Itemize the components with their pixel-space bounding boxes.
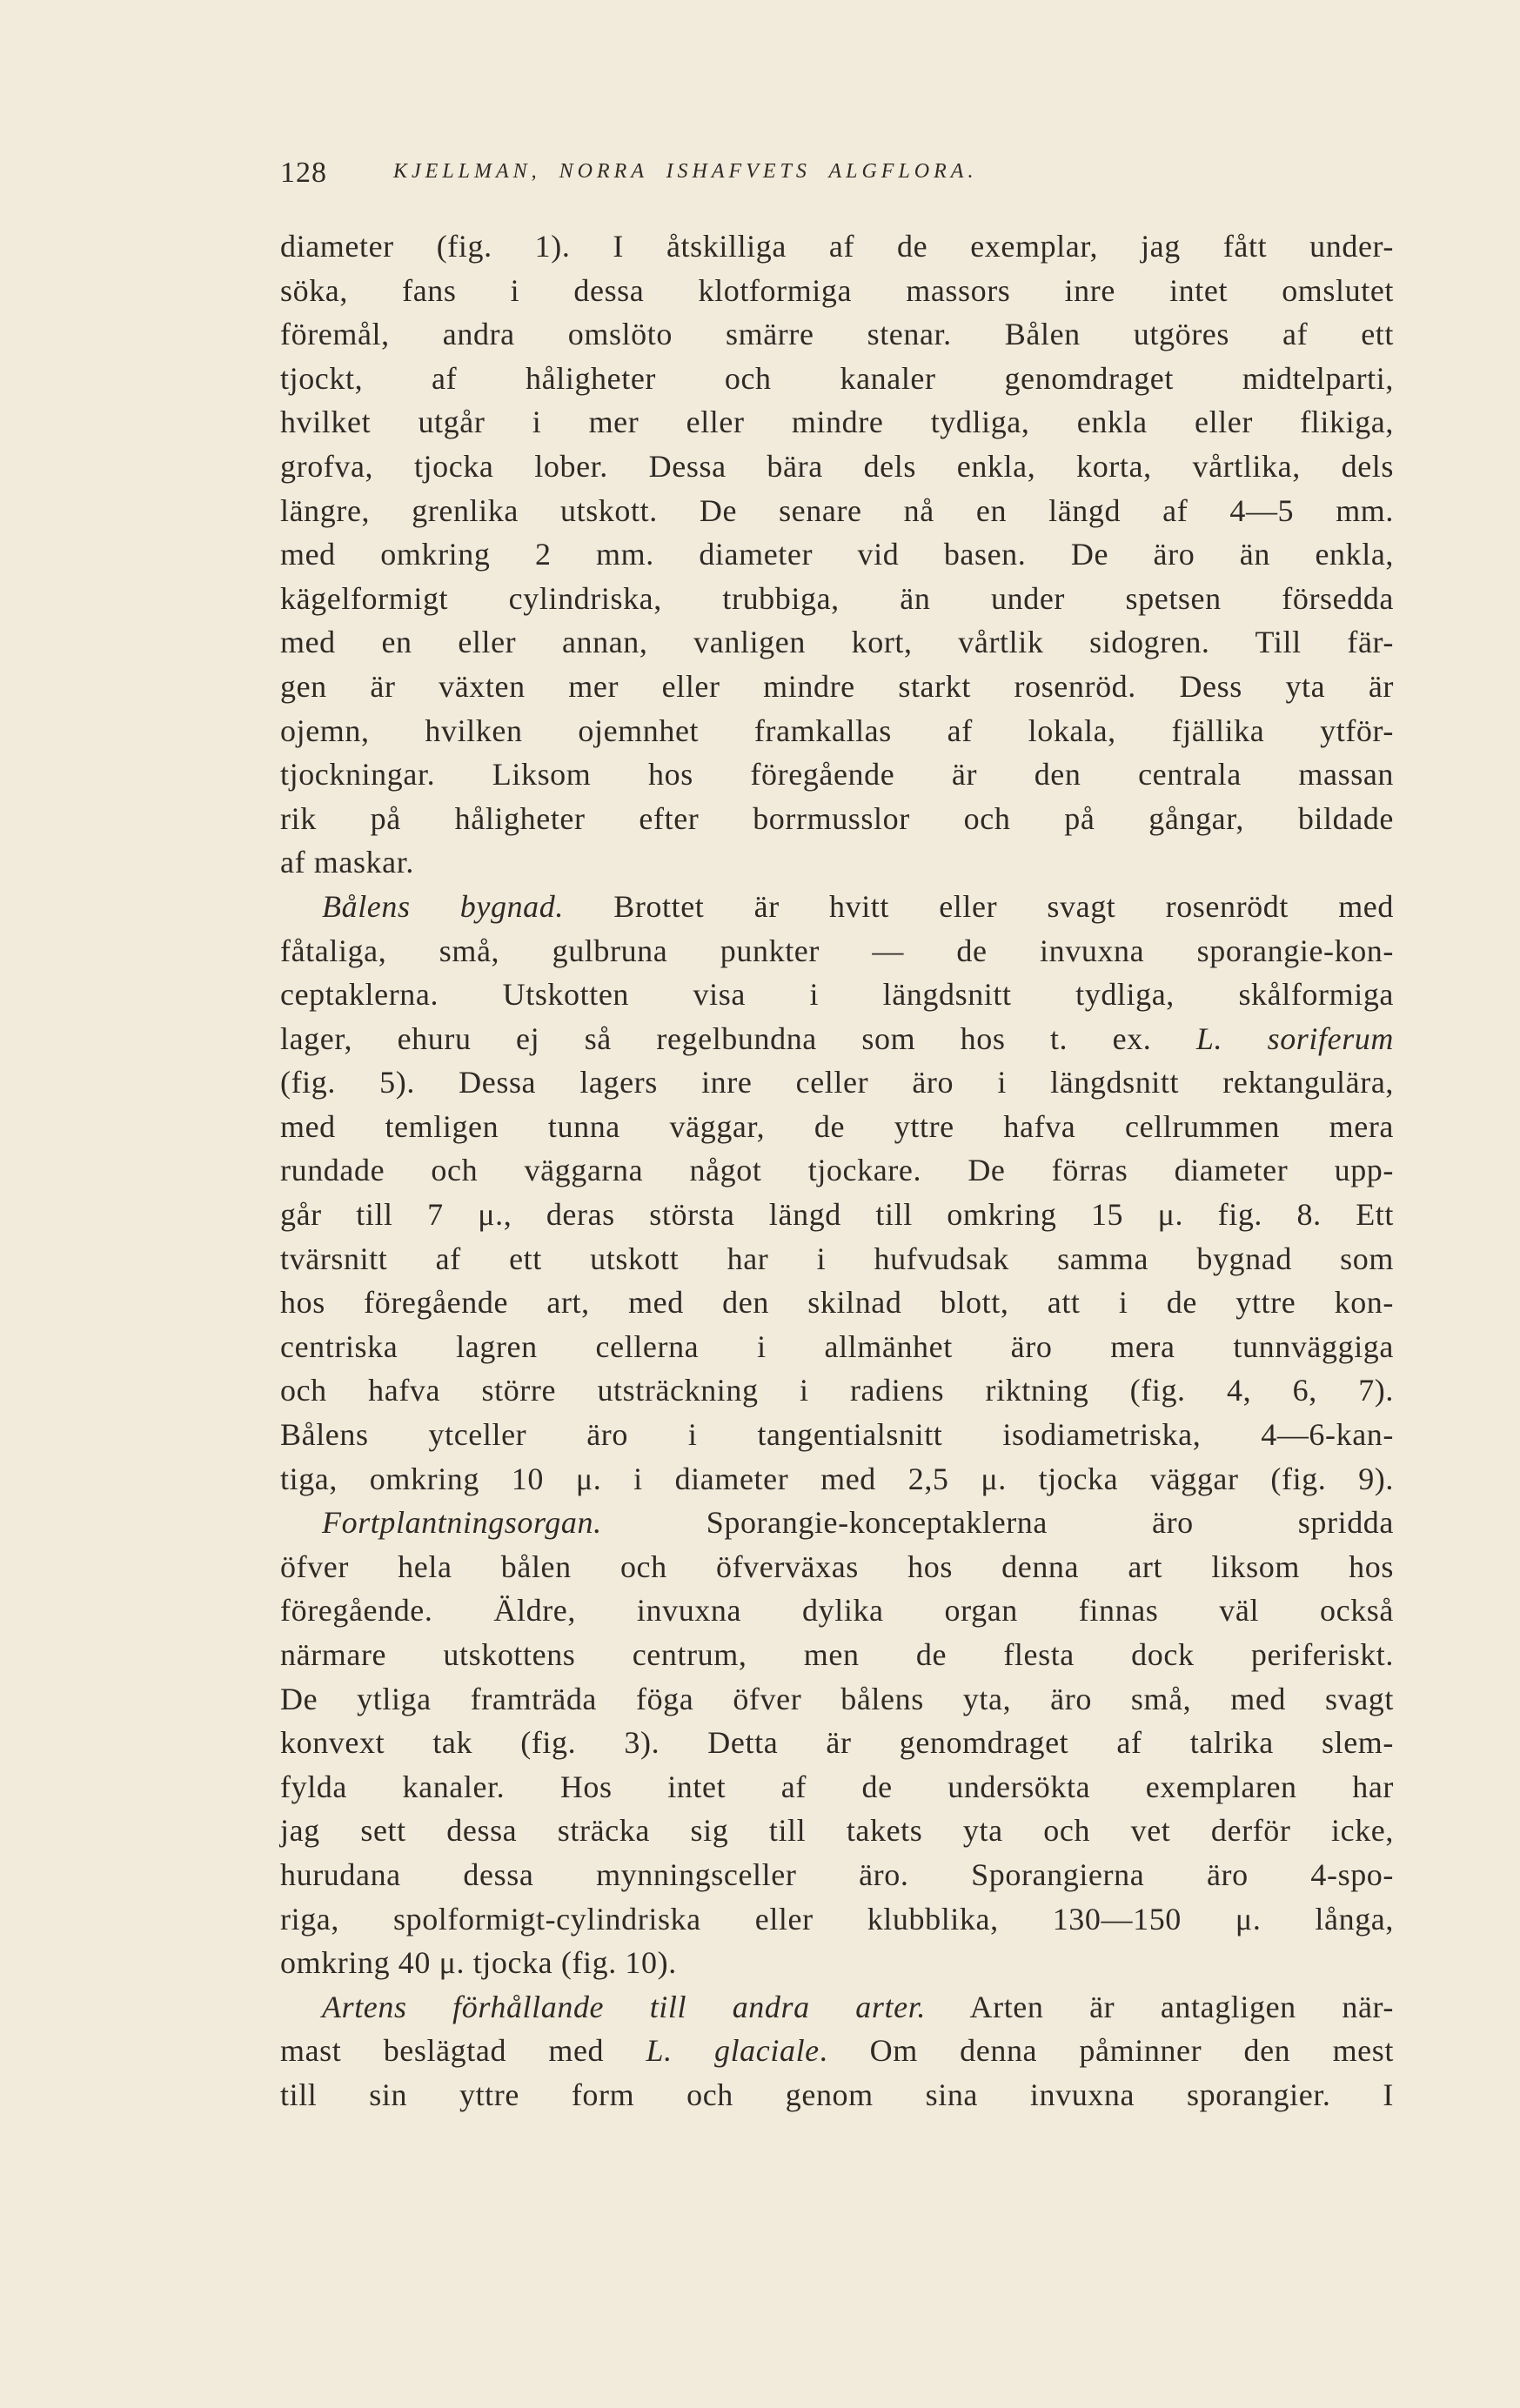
text-segment: jag sett dessa sträcka sig till takets yta och vet derför icke, xyxy=(280,1813,1394,1849)
text-segment: mast beslägtad med xyxy=(280,2033,646,2069)
text-segment: ceptaklerna. Utskotten visa i längdsnitt tydliga, skålformiga xyxy=(280,977,1394,1013)
text-line xyxy=(280,1501,1394,1545)
text-segment: söka, fans i dessa klotformiga massors inre intet omslutet xyxy=(280,272,1394,308)
text-segment: af maskar. xyxy=(280,845,414,880)
text-segment: (fig. 5). Dessa lagers inre celler äro i längdsnitt rektangulära, xyxy=(280,1065,1394,1100)
text-segment: Bålens ytceller äro i tangentialsnitt isodiametriska, 4—6-kan- xyxy=(280,1417,1394,1453)
text-segment: tjockt, af håligheter och kanaler genomdraget midtelparti, xyxy=(280,360,1394,396)
italic-heading: Fortplantningsorgan. xyxy=(322,1505,602,1541)
text-line xyxy=(280,1193,1394,1237)
text-segment: rundade och väggarna något tjockare. De förras diameter upp- xyxy=(280,1153,1394,1188)
text-segment: hvilket utgår i mer eller mindre tydliga, enkla eller flikiga, xyxy=(280,405,1394,440)
text-line xyxy=(280,1897,1394,1942)
text-line xyxy=(280,1105,1394,1149)
text-segment: fåtaliga, små, gulbruna punkter — de invuxna sporangie-kon- xyxy=(280,933,1394,968)
text-segment: omkring 40 μ. tjocka (fig. 10). xyxy=(280,1945,677,1981)
running-head: KJELLMAN, NORRA ISHAFVETS ALGFLORA. xyxy=(393,160,978,183)
italic-heading: Bålens bygnad. xyxy=(322,888,564,924)
text-line xyxy=(280,357,1394,401)
text-segment: centriska lagren cellerna i allmänhet äro mera tunnväggiga xyxy=(280,1328,1394,1364)
text-line xyxy=(280,1413,1394,1457)
text-segment: diameter (fig. 1). I åtskilliga af de exemplar, jag fått under- xyxy=(280,229,1394,264)
text-segment: Sporangie-konceptaklerna äro spridda xyxy=(601,1505,1394,1541)
text-line xyxy=(280,973,1394,1017)
text-segment: konvext tak (fig. 3). Detta är genomdraget af talrika slem- xyxy=(280,1725,1394,1761)
text-line xyxy=(280,1765,1394,1809)
text-line xyxy=(280,224,1394,269)
italic-heading: L. soriferum xyxy=(1195,1020,1395,1056)
text-line xyxy=(280,577,1394,621)
text-line xyxy=(280,709,1394,753)
text-line xyxy=(280,1545,1394,1589)
text-line xyxy=(280,1325,1394,1369)
text-segment: med omkring 2 mm. diameter vid basen. De äro än enkla, xyxy=(280,537,1394,572)
text-line xyxy=(280,1457,1394,1502)
text-line xyxy=(280,840,1394,885)
text-segment: föremål, andra omslöto smärre stenar. Bålen utgöres af ett xyxy=(280,317,1394,352)
text-line xyxy=(280,1985,1394,2030)
text-line xyxy=(280,885,1394,929)
text-segment: grofva, tjocka lober. Dessa bära dels enkla, korta, vårtlika, dels xyxy=(280,448,1394,484)
text-segment: föregående. Äldre, invuxna dylika organ finnas väl också xyxy=(280,1593,1394,1629)
text-line xyxy=(280,752,1394,797)
text-segment: med temligen tunna väggar, de yttre hafva cellrummen mera xyxy=(280,1108,1394,1144)
text-line xyxy=(280,665,1394,709)
text-line xyxy=(280,1809,1394,1853)
text-segment: Arten är antagligen när- xyxy=(925,1989,1394,2024)
text-line xyxy=(280,2073,1394,2117)
italic-heading: L. glaciale xyxy=(646,2033,820,2069)
text-line xyxy=(280,620,1394,665)
text-segment: och hafva större utsträckning i radiens riktning (fig. 4, 6, 7). xyxy=(280,1373,1394,1408)
text-segment: tvärsnitt af ett utskott har i hufvudsak samma bygnad som xyxy=(280,1241,1394,1276)
body-text xyxy=(280,224,1394,2117)
text-segment: öfver hela bålen och öfverväxas hos denna art liksom hos xyxy=(280,1548,1394,1584)
text-segment: fylda kanaler. Hos intet af de undersökta exemplaren har xyxy=(280,1769,1394,1804)
text-segment: med en eller annan, vanligen kort, vårtlik sidogren. Till fär- xyxy=(280,625,1394,660)
text-segment: De ytliga framträda föga öfver bålens yta, äro små, med svagt xyxy=(280,1681,1394,1716)
text-segment: lager, ehuru ej så regelbundna som hos t. ex. xyxy=(280,1020,1196,1056)
text-line xyxy=(280,1721,1394,1765)
text-line xyxy=(280,269,1394,313)
text-line xyxy=(280,489,1394,533)
text-line xyxy=(280,1281,1394,1325)
text-segment: riga, spolformigt-cylindriska eller klubblika, 130—150 μ. långa, xyxy=(280,1901,1394,1936)
page-header xyxy=(280,157,1394,191)
text-line xyxy=(280,1941,1394,1985)
text-line xyxy=(280,400,1394,445)
text-segment: ojemn, hvilken ojemnhet framkallas af lokala, fjällika ytför- xyxy=(280,712,1394,748)
text-line xyxy=(280,1677,1394,1722)
text-line xyxy=(280,312,1394,357)
text-segment: tiga, omkring 10 μ. i diameter med 2,5 μ. tjocka väggar (fig. 9). xyxy=(280,1461,1394,1496)
text-segment: tjockningar. Liksom hos föregående är den centrala massan xyxy=(280,757,1394,793)
text-line xyxy=(280,1017,1394,1061)
text-line xyxy=(280,1368,1394,1413)
italic-heading: Artens förhållande till andra arter. xyxy=(322,1989,926,2024)
text-segment: närmare utskottens centrum, men de flesta dock periferiskt. xyxy=(280,1637,1394,1672)
text-segment: Brottet är hvitt eller svagt rosenrödt med xyxy=(563,888,1394,924)
text-line xyxy=(280,1589,1394,1633)
page-number: 128 xyxy=(280,157,327,189)
text-segment: kägelformigt cylindriska, trubbiga, än under spetsen försedda xyxy=(280,580,1394,616)
text-segment: hos föregående art, med den skilnad blott, att i de yttre kon- xyxy=(280,1285,1394,1321)
text-line xyxy=(280,1237,1394,1281)
text-line xyxy=(280,532,1394,577)
text-line xyxy=(280,445,1394,489)
text-segment: till sin yttre form och genom sina invuxna sporangier. I xyxy=(280,2077,1394,2112)
text-segment: hurudana dessa mynningsceller äro. Sporangierna äro 4-spo- xyxy=(280,1856,1394,1892)
text-line xyxy=(280,929,1394,973)
text-line xyxy=(280,2029,1394,2073)
text-segment: längre, grenlika utskott. De senare nå en längd af 4—5 mm. xyxy=(280,492,1394,528)
text-line xyxy=(280,1060,1394,1105)
text-segment: . Om denna påminner den mest xyxy=(819,2033,1394,2069)
text-line xyxy=(280,797,1394,841)
text-line xyxy=(280,1633,1394,1677)
text-segment: går till 7 μ., deras största längd till omkring 15 μ. fig. 8. Ett xyxy=(280,1197,1394,1233)
text-line xyxy=(280,1148,1394,1193)
text-segment: gen är växten mer eller mindre starkt rosenröd. Dess yta är xyxy=(280,668,1394,704)
text-line xyxy=(280,1853,1394,1897)
text-segment: rik på håligheter efter borrmusslor och på gångar, bildade xyxy=(280,800,1394,836)
